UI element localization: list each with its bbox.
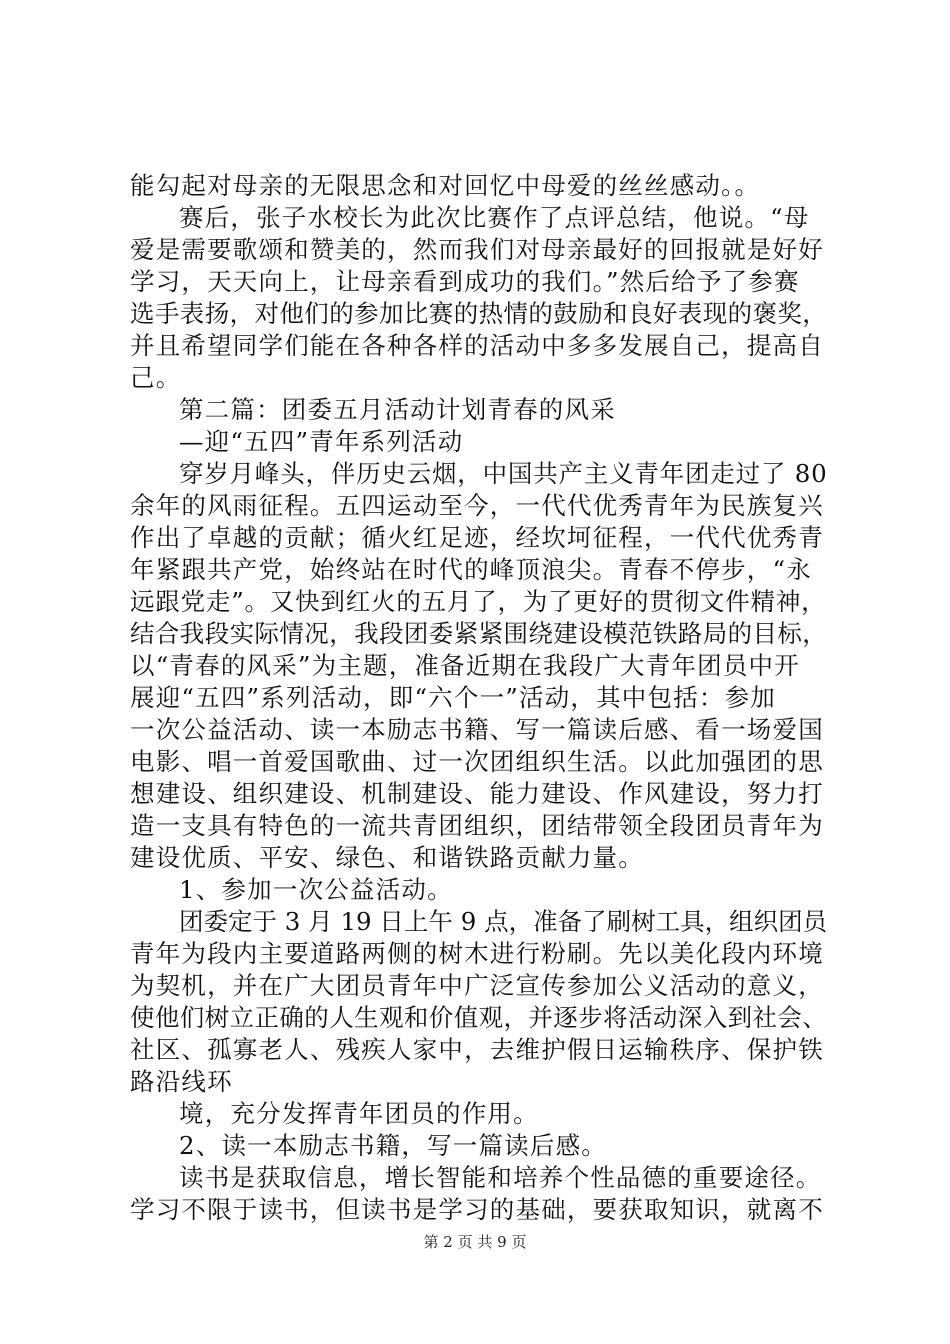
text-line: 一次公益活动、读一本励志书籍、写一篇读后感、看一场爱国 [130, 715, 824, 744]
text-line: 并且希望同学们能在各种各样的活动中多多发展自己，提高自 [130, 331, 824, 360]
text-line: 结合我段实际情况，我段团委紧紧围绕建设模范铁路局的目标， [130, 619, 828, 648]
text-line: 境，充分发挥青年团员的作用。 [179, 1099, 539, 1128]
text-line: 建设优质、平安、绿色、和谐铁路贡献力量。 [130, 843, 644, 872]
text-line: 己。 [130, 363, 182, 392]
document-body [130, 170, 830, 1226]
text-line: 青年为段内主要道路两侧的树木进行粉刷。先以美化段内环境 [130, 939, 824, 968]
page-footer: 第 2 页 共 9 页 [423, 1233, 527, 1251]
text-line: 作出了卓越的贡献；循火红足迹，经坎坷征程，一代代优秀青 [130, 523, 824, 552]
text-line: 爱是需要歌颂和赞美的，然而我们对母亲最好的回报就是好好 [130, 235, 824, 264]
text-line: 团委定于 3 月 19 日上午 9 点，准备了刷树工具，组织团员 [179, 907, 828, 936]
text-line: 为契机，并在广大团员青年中广泛宣传参加公义活动的意义， [130, 971, 824, 1000]
text-line: 学习，天天向上，让母亲看到成功的我们。”然后给予了参赛 [130, 267, 800, 296]
text-line: 第二篇：团委五月活动计划青春的风采 [179, 395, 616, 424]
text-line: 选手表扬，对他们的参加比赛的热情的鼓励和良好表现的褒奖， [130, 299, 828, 328]
text-line: 能勾起对母亲的无限思念和对回忆中母爱的丝丝感动。。 [130, 171, 761, 200]
text-line: —迎“五四”青年系列活动 [179, 427, 464, 456]
text-line: 社区、孤寡老人、残疾人家中，去维护假日运输秩序、保护铁 [130, 1035, 824, 1064]
text-line: 以“青春的风采”为主题，准备近期在我段广大青年团员中开 [130, 651, 800, 680]
text-line: 路沿线环 [130, 1067, 233, 1096]
text-line: 想建设、组织建设、机制建设、能力建设、作风建设，努力打 [130, 779, 824, 808]
text-line: 电影、唱一首爱国歌曲、过一次团组织生活。以此加强团的思 [130, 747, 824, 776]
text-line: 读书是获取信息，增长智能和培养个性品德的重要途径。 [179, 1163, 822, 1192]
text-line: 造一支具有特色的一流共青团组织，团结带领全段团员青年为 [130, 811, 824, 840]
text-line: 年紧跟共产党，始终站在时代的峰顶浪尖。青春不停步，“永 [130, 555, 812, 584]
text-line: 余年的风雨征程。五四运动至今，一代代优秀青年为民族复兴 [130, 491, 824, 520]
text-line: 2、读一本励志书籍，写一篇读后感。 [179, 1131, 607, 1160]
text-line: 1、参加一次公益活动。 [179, 875, 453, 904]
text-line: 远跟党走”。又快到红火的五月了，为了更好的贯彻文件精神， [130, 587, 827, 616]
text-line: 展迎“五四”系列活动，即“六个一”活动，其中包括：参加 [130, 683, 776, 712]
text-line: 赛后，张子水校长为此次比赛作了点评总结，他说。“母 [179, 203, 810, 232]
text-line: 使他们树立正确的人生观和价值观，并逐步将活动深入到社会、 [130, 1003, 828, 1032]
text-line: 学习不限于读书，但读书是学习的基础，要获取知识，就离不 [130, 1195, 824, 1224]
text-line: 穿岁月峰头，伴历史云烟，中国共产主义青年团走过了 80 [179, 459, 828, 488]
